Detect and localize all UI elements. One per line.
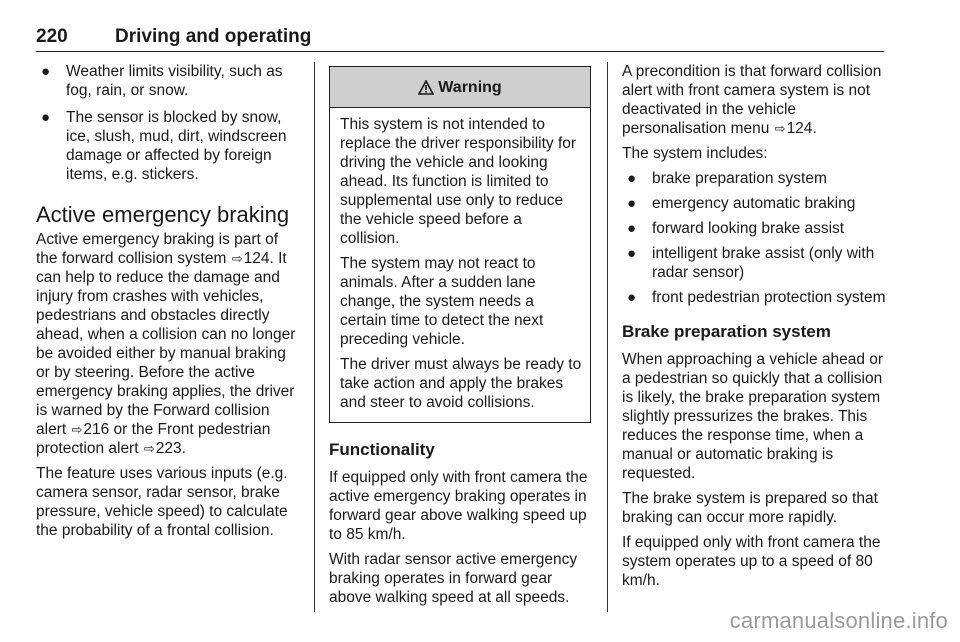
column-divider-left [314,62,315,612]
list-item: ● brake preparation system [627,170,827,187]
bullet-icon: ● [41,109,51,126]
brake-preparation-paragraph: If equipped only with front camera the system operates up to a speed of 80 km/h. [622,534,881,589]
reference-arrow-icon: ⇨ [774,121,786,136]
reference-arrow-icon: ⇨ [143,441,155,456]
page-reference-link[interactable]: 124 [786,120,813,137]
warning-title: Warning [438,78,502,96]
section-title: Driving and operating [115,26,312,47]
system-includes-label: The system includes: [622,145,768,162]
bullet-icon: ● [41,63,51,80]
inputs-paragraph: The feature uses various inputs (e.g. camera sensor, radar sensor, brake pressure, vehicle speed) to calculate the probability of a frontal collision. [36,465,288,539]
column-left [36,62,300,546]
warning-paragraph: This system is not intended to replace the driver responsibility for driving the vehicle and looking ahead. Its function is limited to supplemental use only to reduce the vehicle speed before a collision. [340,116,577,247]
page-number: 220 [36,26,68,47]
warning-triangle-icon [418,80,434,95]
column-middle [329,62,591,613]
watermark: carmanualsonline.info [729,608,948,633]
bullet-icon: ● [627,220,637,237]
heading-brake-preparation-system: Brake preparation system [622,322,831,341]
visibility-limits-list [36,62,300,184]
list-item: ● front pedestrian protection system [627,289,886,306]
warning-paragraph: The driver must always be ready to take action and apply the brakes and steer to avoid collisions. [340,356,582,411]
system-components-list [622,169,886,307]
bullet-icon: ● [627,245,637,262]
page-reference-link[interactable]: 124 [243,250,270,267]
precondition-paragraph: A precondition is that forward collision alert with front camera system is not deactivated in the vehicle personalisation menu ⇨124. [622,63,882,137]
column-right [622,62,886,596]
list-item: ● The sensor is blocked by snow, ice, slush, mud, dirt, windscreen damage or affected by foreign items, e.g. stickers. [41,109,291,183]
list-item: ● forward looking brake assist [627,220,845,237]
brake-preparation-paragraph: The brake system is prepared so that braking can occur more rapidly. [622,490,878,526]
reference-arrow-icon: ⇨ [71,422,83,437]
page-reference-link[interactable]: 216 [83,421,110,438]
header-divider [36,51,884,52]
brake-preparation-paragraph: When approaching a vehicle ahead or a pedestrian so quickly that a collision is likely, the brake preparation system slightly pressurizes the brakes. This reduces the response time, when a manual or automatic braking is requested. [622,351,884,482]
list-item: ● Weather limits visibility, such as fog, rain, or snow. [41,63,287,99]
warning-box [329,66,591,423]
warning-body [330,108,590,422]
column-divider-right [607,62,608,612]
bullet-icon: ● [627,195,637,212]
warning-header [330,67,590,108]
functionality-paragraph: With radar sensor active emergency braking operates in forward gear above walking speed at all speeds. [329,551,578,606]
bullet-icon: ● [627,289,637,306]
bullet-icon: ● [627,170,637,187]
page-header [36,26,884,52]
list-item: ● intelligent brake assist (only with radar sensor) [627,245,875,281]
page-reference-link[interactable]: 223 [155,440,182,457]
heading-functionality: Functionality [329,440,435,459]
reference-arrow-icon: ⇨ [231,251,243,266]
warning-paragraph: The system may not react to animals. After a sudden lane change, the system needs a certain time to detect the next preceding vehicle. [340,255,544,348]
list-item: ● emergency automatic braking [627,195,856,212]
heading-active-emergency-braking: Active emergency braking [36,202,290,227]
functionality-paragraph: If equipped only with front camera the active emergency braking operates in forward gear above walking speed up to 85 km/h. [329,469,588,543]
intro-paragraph: Active emergency braking is part of the forward collision system ⇨124. It can help to reduce the damage and injury from crashes with vehicles, pedestrians and obstacles directly ahead, when a collision can no longer be avoided either by manual braking or by steering. Before the active emergency braking applies, the driver is warned by the Forward collision alert ⇨216 or the Front pedestrian protection alert ⇨223. [36,231,296,457]
